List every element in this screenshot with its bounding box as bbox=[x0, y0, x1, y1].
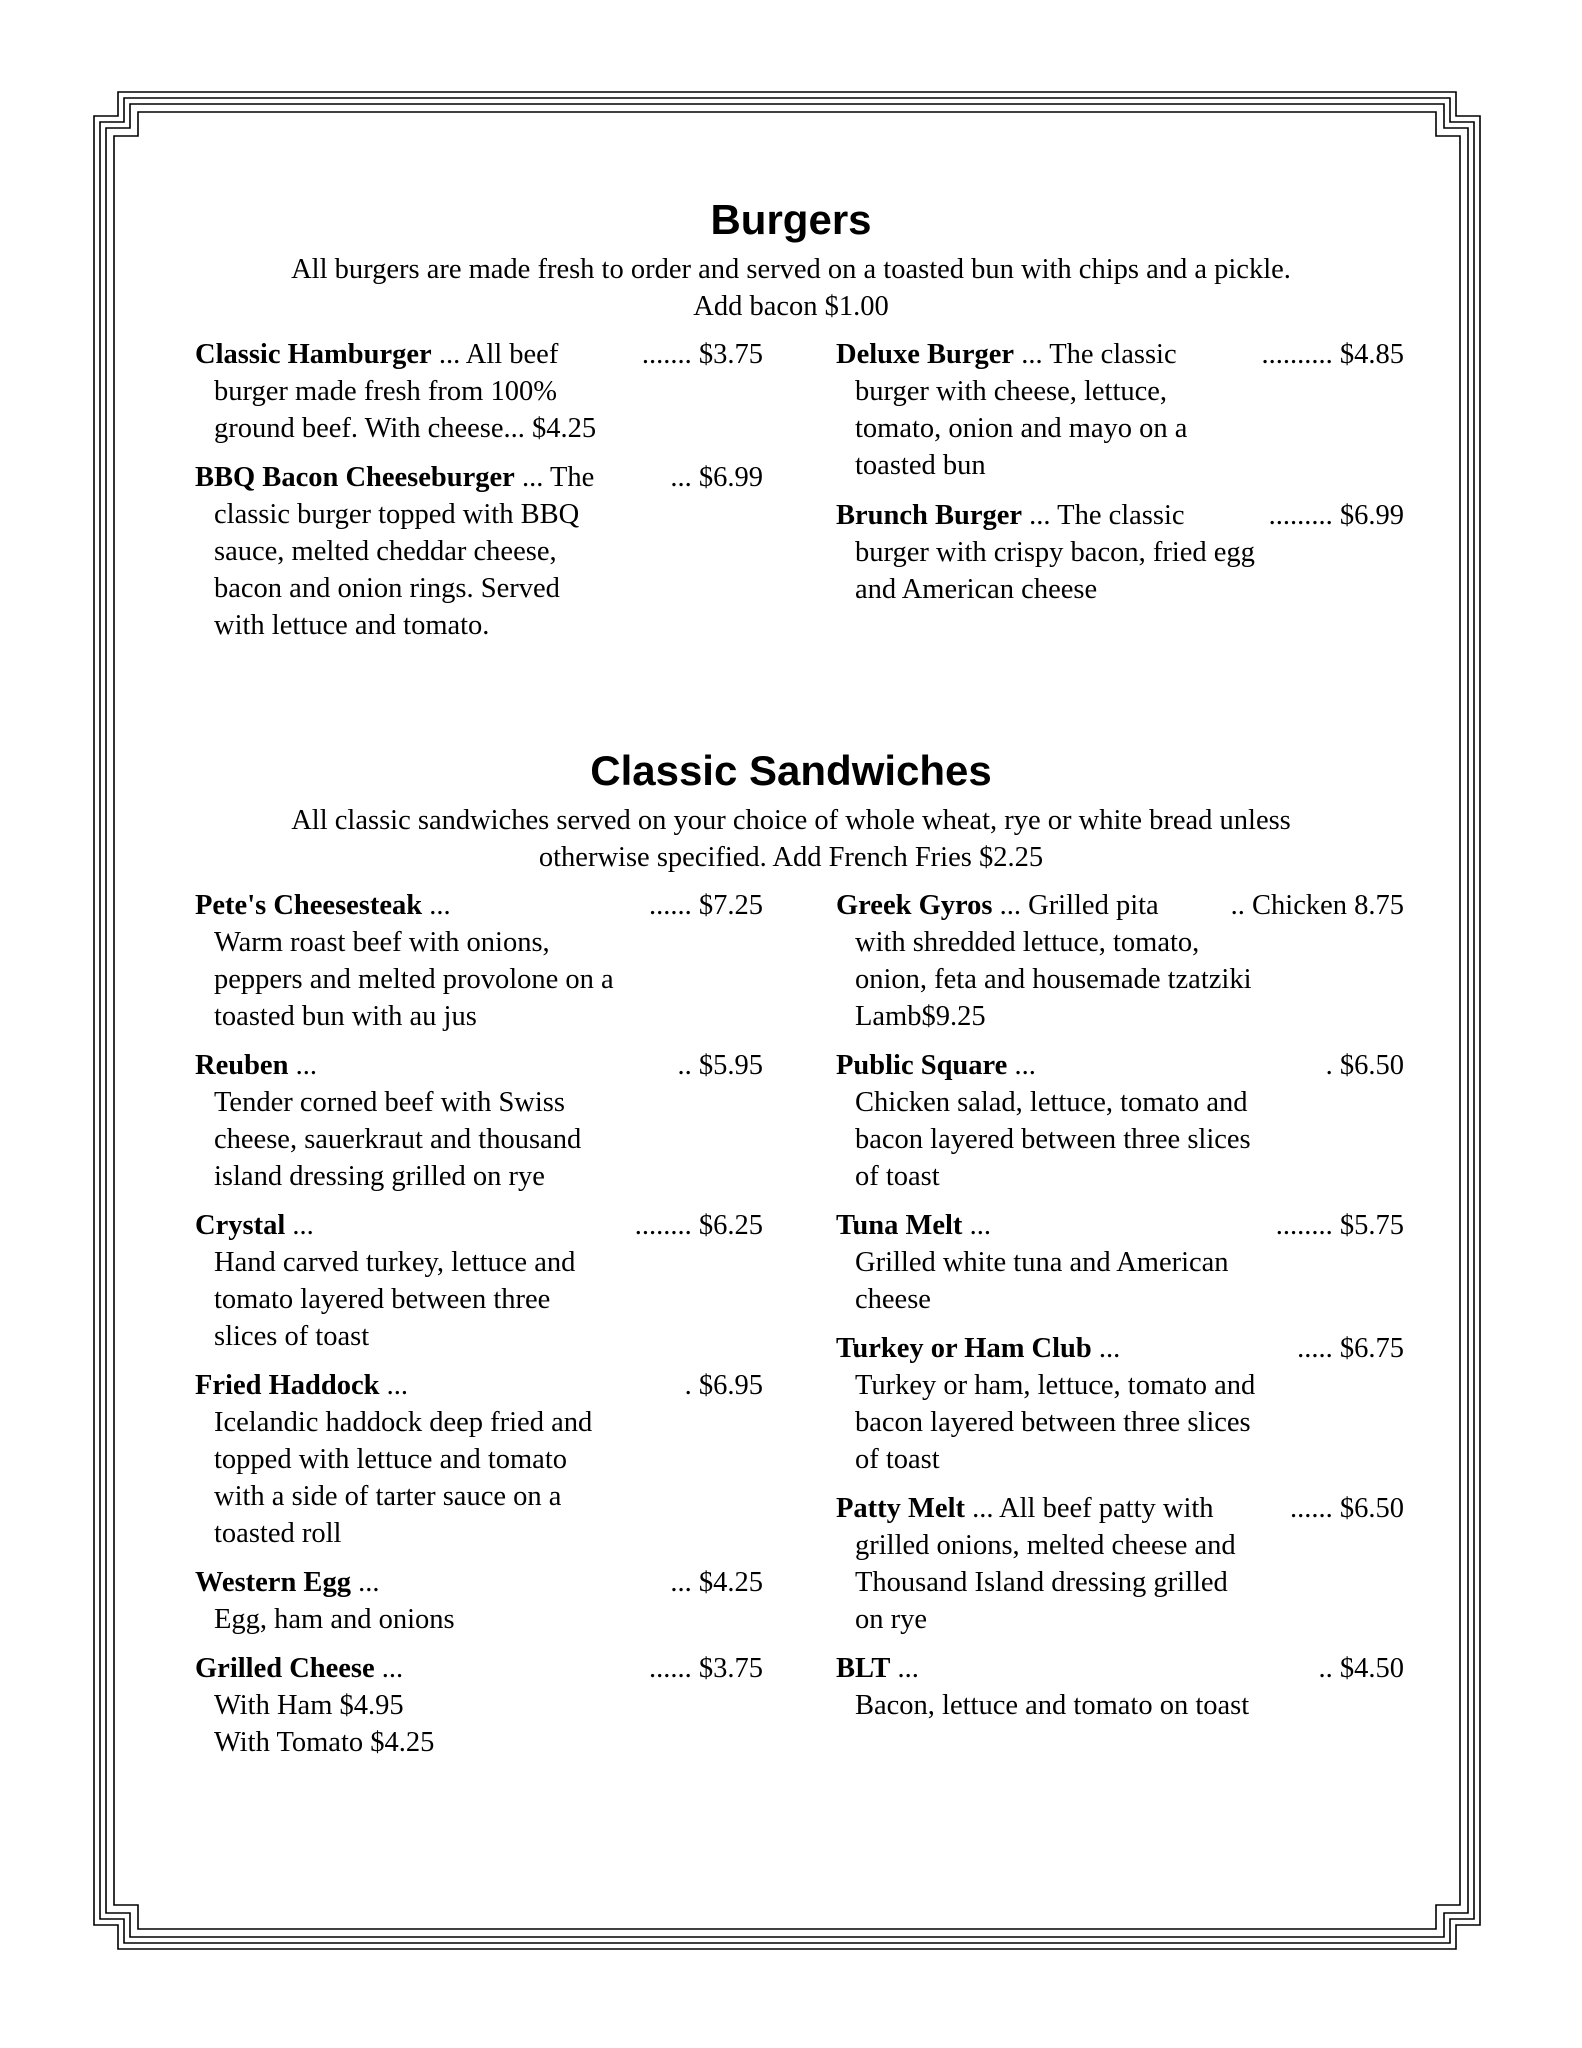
item-intro: ... bbox=[379, 1370, 408, 1401]
item-price: ... $6.99 bbox=[670, 462, 763, 493]
item-name: Crystal bbox=[195, 1210, 286, 1241]
menu-item-bbq-bacon-cheeseburger: BBQ Bacon Cheeseburger ... The ... $6.99 classic burger topped with BBQ sauce, melted cheddar cheese, bacon and onion rings. Served with lettuce and tomato. bbox=[195, 459, 763, 644]
item-price: . $6.50 bbox=[1325, 1050, 1404, 1081]
menu-item-turkey-or-ham-club: Turkey or Ham Club ... ..... $6.75 Turkey or ham, lettuce, tomato and bacon layered between three slices of toast bbox=[836, 1330, 1404, 1478]
item-price: .. $5.95 bbox=[677, 1050, 763, 1081]
burgers-description: All burgers are made fresh to order and served on a toasted bun with chips and a pickle. Add bacon $1.00 bbox=[291, 254, 1291, 322]
item-intro: ... All beef patty with bbox=[964, 1493, 1214, 1524]
menu-item-petes-cheesesteak: Pete's Cheesesteak ... ...... $7.25 Warm roast beef with onions, peppers and melted provolone on a toasted bun with au jus bbox=[195, 887, 763, 1035]
item-name: BLT bbox=[836, 1653, 891, 1684]
item-name: Public Square bbox=[836, 1050, 1008, 1081]
item-price: .. Chicken 8.75 bbox=[1230, 890, 1404, 921]
item-intro: ... bbox=[374, 1653, 404, 1684]
menu-item-brunch-burger: Brunch Burger ... The classic ......... $6.99 burger with crispy bacon, fried egg and American cheese bbox=[836, 497, 1404, 608]
item-price: ........ $6.25 bbox=[634, 1210, 763, 1241]
item-intro: ... bbox=[1091, 1333, 1121, 1364]
burgers-title: Burgers bbox=[710, 196, 872, 243]
item-intro: ... bbox=[350, 1567, 380, 1598]
item-price: ...... $3.75 bbox=[649, 1653, 763, 1684]
item-intro: ... The classic bbox=[1022, 500, 1185, 531]
menu-item-blt: BLT ... .. $4.50 Bacon, lettuce and tomato on toast bbox=[836, 1650, 1404, 1724]
item-price: ...... $6.50 bbox=[1290, 1493, 1404, 1524]
sandwiches-description: All classic sandwiches served on your choice of whole wheat, rye or white bread unless otherwise specified. Add French Fries $2.25 bbox=[291, 805, 1291, 873]
item-price: . $6.95 bbox=[684, 1370, 763, 1401]
sandwiches-title: Classic Sandwiches bbox=[590, 747, 992, 794]
menu-item-crystal: Crystal ... ........ $6.25 Hand carved turkey, lettuce and tomato layered between three slices of toast bbox=[195, 1207, 763, 1355]
item-intro: ... bbox=[422, 890, 451, 921]
item-price: ......... $6.99 bbox=[1268, 500, 1404, 531]
menu-item-fried-haddock: Fried Haddock ... . $6.95 Icelandic haddock deep fried and topped with lettuce and tomato with a side of tarter sauce on a toasted roll bbox=[195, 1367, 763, 1552]
item-intro: ... Grilled pita bbox=[992, 890, 1159, 921]
menu-item-deluxe-burger: Deluxe Burger ... The classic .......... $4.85 burger with cheese, lettuce, tomato, onion and mayo on a toasted bun bbox=[836, 336, 1404, 484]
item-price: .. $4.50 bbox=[1318, 1653, 1404, 1684]
item-name: Tuna Melt bbox=[836, 1210, 963, 1241]
menu-item-western-egg: Western Egg ... ... $4.25 Egg, ham and onions bbox=[195, 1564, 763, 1638]
item-intro: ... bbox=[962, 1210, 991, 1241]
item-price: ... $4.25 bbox=[670, 1567, 763, 1598]
item-price: .......... $4.85 bbox=[1261, 339, 1404, 370]
menu-item-grilled-cheese: Grilled Cheese ... ...... $3.75 With Ham $4.95 With Tomato $4.25 bbox=[195, 1650, 763, 1761]
menu-item-public-square: Public Square ... . $6.50 Chicken salad, lettuce, tomato and bacon layered between three slices of toast bbox=[836, 1047, 1404, 1195]
item-name: Greek Gyros bbox=[836, 890, 993, 921]
item-price: ...... $7.25 bbox=[649, 890, 763, 921]
item-name: Turkey or Ham Club bbox=[836, 1333, 1092, 1364]
item-name: Deluxe Burger bbox=[836, 339, 1015, 370]
item-name: Fried Haddock bbox=[195, 1370, 380, 1401]
item-name: Pete's Cheesesteak bbox=[195, 890, 423, 921]
item-name: Western Egg bbox=[195, 1567, 351, 1598]
menu-item-classic-hamburger: Classic Hamburger ... All beef ....... $3.75 burger made fresh from 100% ground beef. With cheese... $4.25 bbox=[195, 336, 763, 447]
item-intro: ... bbox=[288, 1050, 317, 1081]
menu-item-reuben: Reuben ... .. $5.95 Tender corned beef with Swiss cheese, sauerkraut and thousand island dressing grilled on rye bbox=[195, 1047, 763, 1195]
item-name: Reuben bbox=[195, 1050, 289, 1081]
item-price: ....... $3.75 bbox=[641, 339, 763, 370]
item-intro: ... bbox=[1007, 1050, 1036, 1081]
item-name: Patty Melt bbox=[836, 1493, 965, 1524]
item-intro: ... The bbox=[514, 462, 595, 493]
item-intro: ... bbox=[890, 1653, 919, 1684]
item-intro: ... The classic bbox=[1014, 339, 1177, 370]
menu-item-patty-melt: Patty Melt ... All beef patty with ...... $6.50 grilled onions, melted cheese and Thousand Island dressing grilled on rye bbox=[836, 1490, 1404, 1638]
menu-item-greek-gyros: Greek Gyros ... Grilled pita .. Chicken 8.75 with shredded lettuce, tomato, onion, feta and housemade tzatziki Lamb$9.25 bbox=[836, 887, 1404, 1035]
item-name: Classic Hamburger bbox=[195, 339, 432, 370]
menu-item-tuna-melt: Tuna Melt ... ........ $5.75 Grilled white tuna and American cheese bbox=[836, 1207, 1404, 1318]
item-intro: ... bbox=[285, 1210, 314, 1241]
item-name: BBQ Bacon Cheeseburger bbox=[195, 462, 515, 493]
item-price: ........ $5.75 bbox=[1275, 1210, 1404, 1241]
item-name: Grilled Cheese bbox=[195, 1653, 375, 1684]
item-name: Brunch Burger bbox=[836, 500, 1023, 531]
item-intro: ... All beef bbox=[431, 339, 559, 370]
item-price: ..... $6.75 bbox=[1297, 1333, 1404, 1364]
